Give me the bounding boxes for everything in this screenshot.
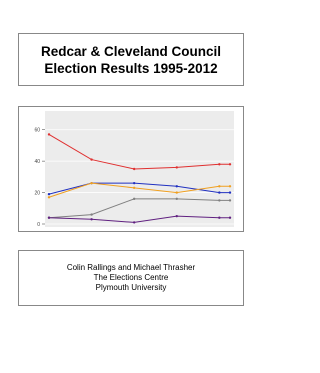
data-point [229, 163, 231, 165]
data-point [176, 191, 178, 193]
data-point [218, 191, 220, 193]
credit-box [18, 250, 244, 306]
y-tick-label: 0 [37, 221, 40, 228]
data-point [133, 182, 135, 184]
data-point [218, 199, 220, 201]
y-tick-label: 40 [34, 158, 40, 165]
title-box [18, 33, 244, 86]
data-point [218, 163, 220, 165]
data-point [229, 185, 231, 187]
data-point [90, 213, 92, 215]
data-point [229, 217, 231, 219]
data-point [176, 198, 178, 200]
data-point [133, 221, 135, 223]
data-point [48, 133, 50, 135]
y-tick-label: 60 [34, 127, 40, 134]
authors: Colin Rallings and Michael Thrasher [66, 263, 196, 272]
data-point [48, 196, 50, 198]
data-point [176, 185, 178, 187]
line-chart [19, 107, 243, 231]
data-point [229, 191, 231, 193]
organisation: The Elections Centre [93, 273, 169, 282]
data-point [48, 193, 50, 195]
data-point [90, 218, 92, 220]
data-point [90, 182, 92, 184]
university: Plymouth University [95, 283, 167, 292]
data-point [229, 199, 231, 201]
data-point [218, 217, 220, 219]
report-title-line-1: Redcar & Cleveland Council [40, 43, 222, 59]
data-point [90, 158, 92, 160]
data-point [218, 185, 220, 187]
chart-box [18, 106, 244, 232]
data-point [133, 187, 135, 189]
data-point [48, 217, 50, 219]
data-point [133, 198, 135, 200]
y-tick-label: 20 [34, 190, 40, 197]
report-title-line-2: Election Results 1995-2012 [44, 60, 218, 76]
data-point [176, 215, 178, 217]
data-point [133, 168, 135, 170]
data-point [176, 166, 178, 168]
